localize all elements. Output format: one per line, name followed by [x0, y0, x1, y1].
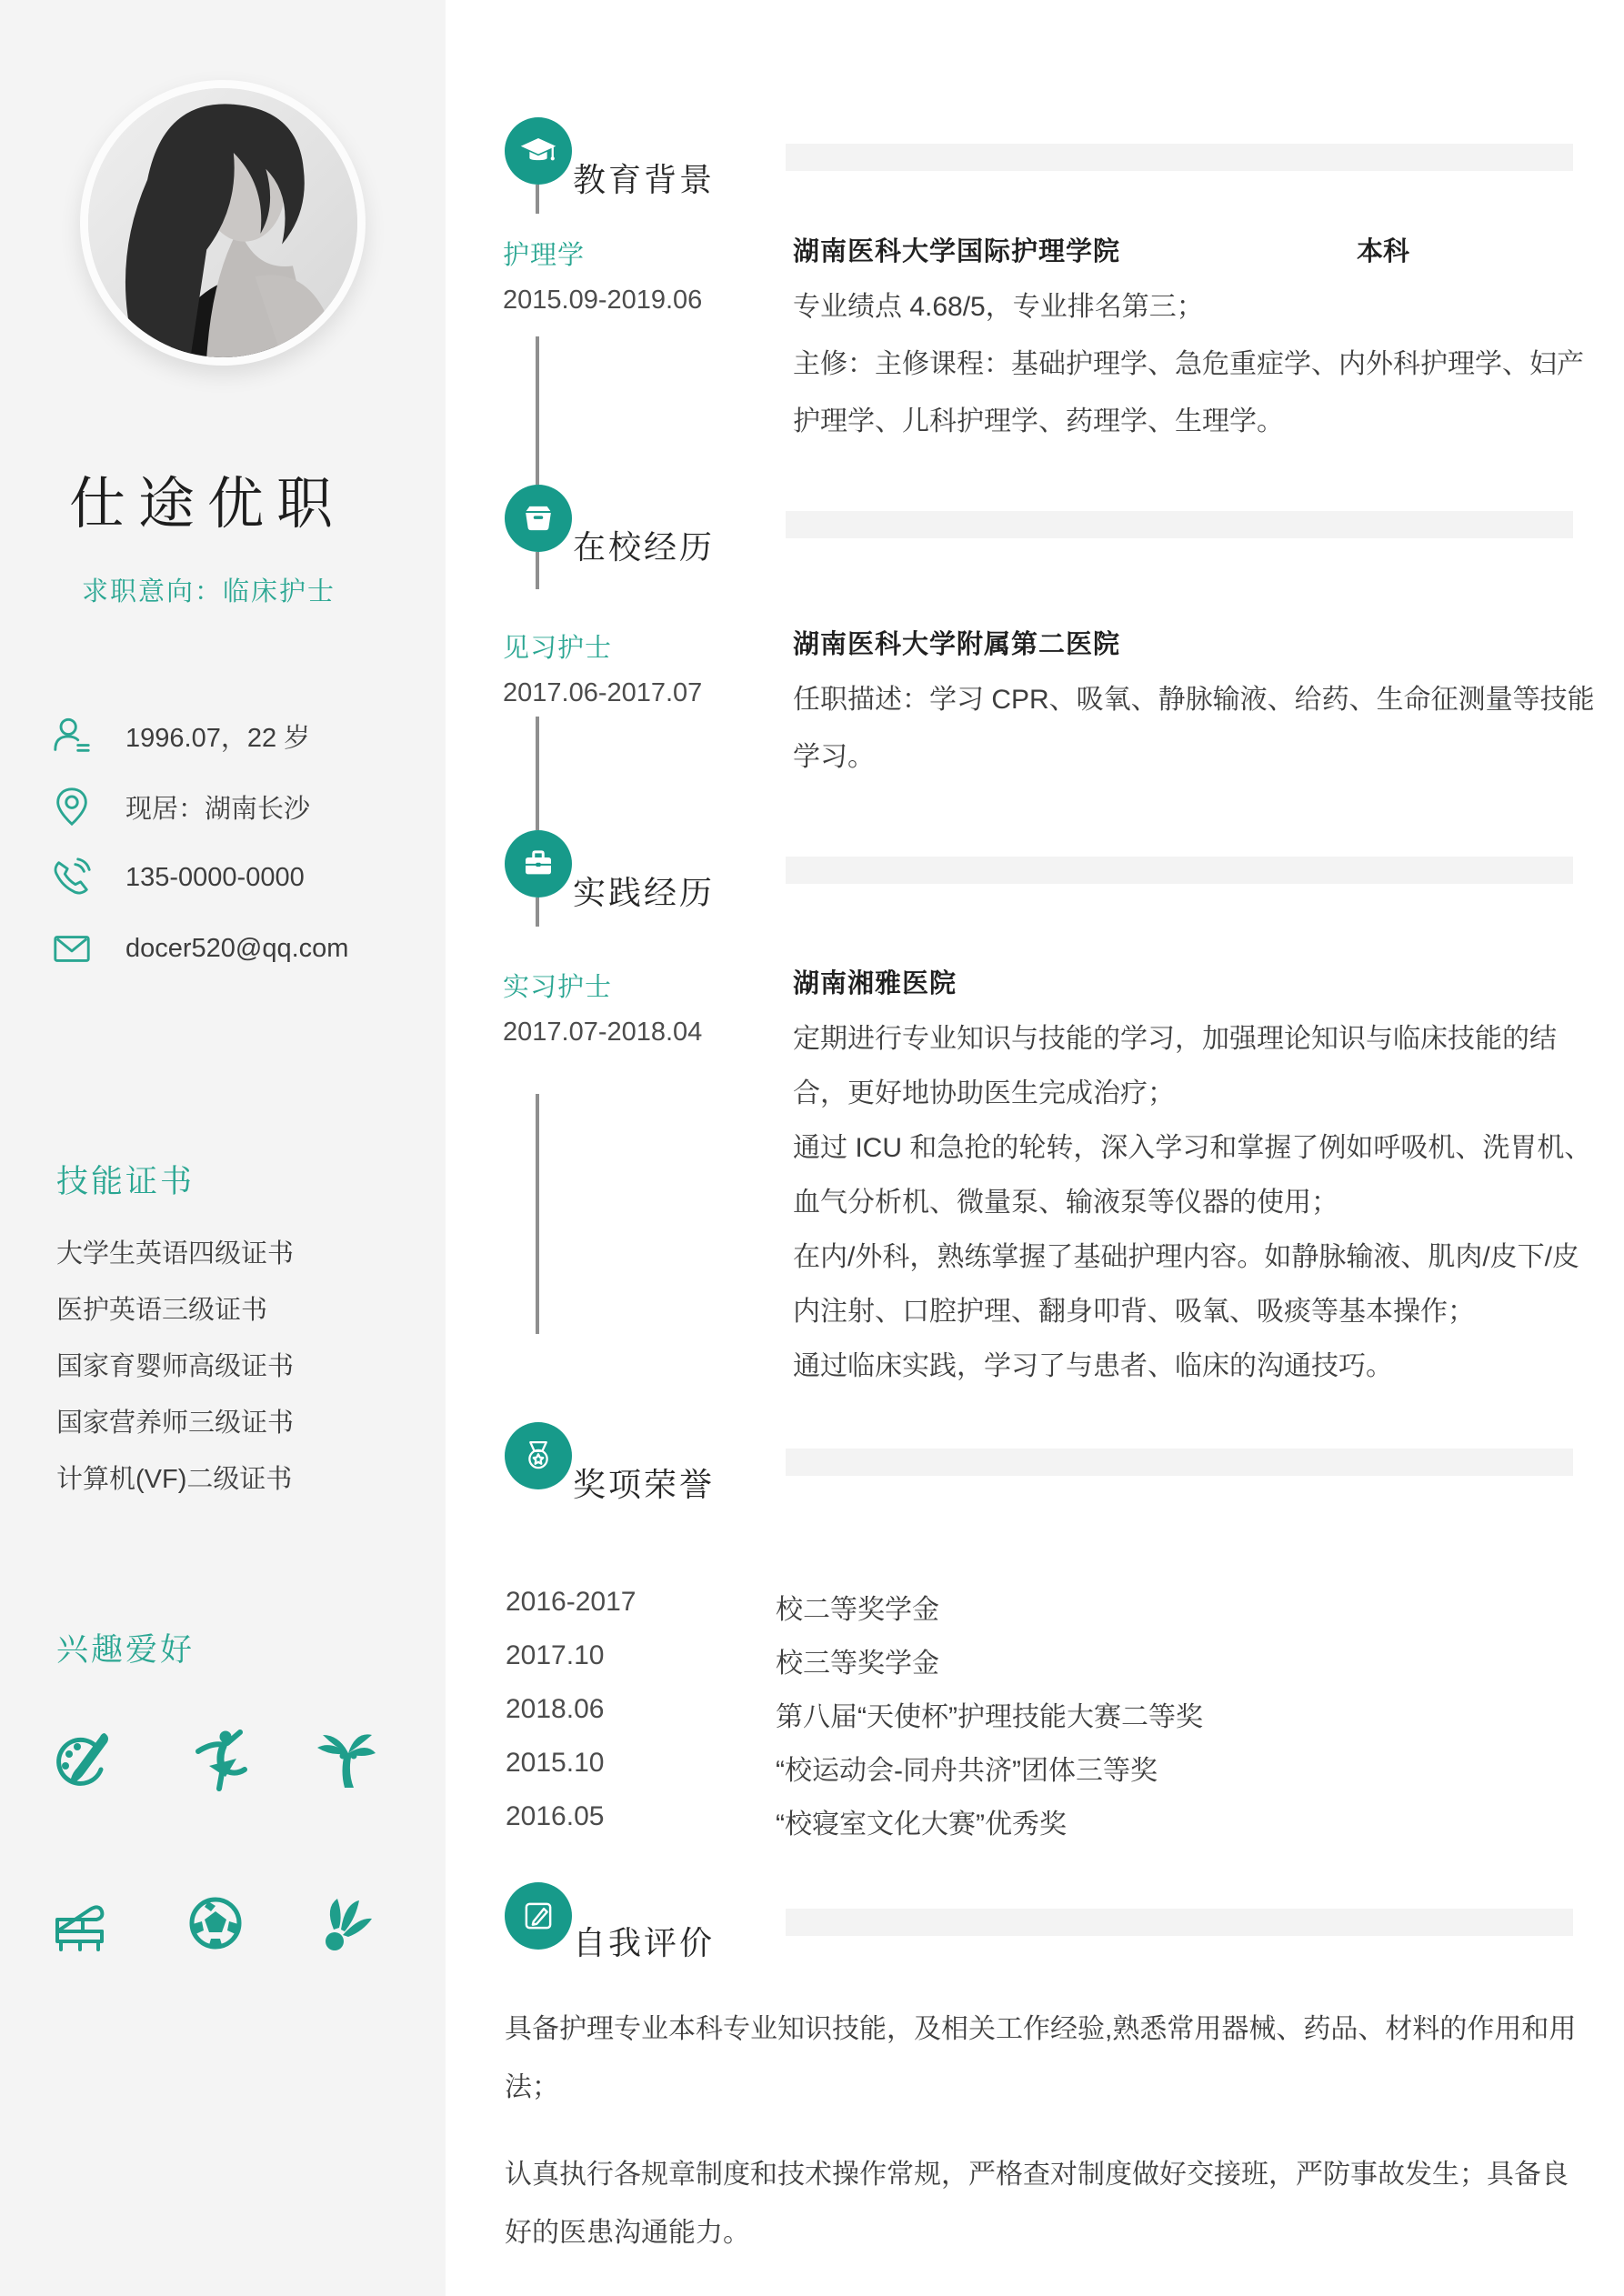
certificate-item: 医护英语三级证书 — [56, 1296, 268, 1325]
award-date: 2018.06 — [506, 1694, 605, 1724]
award-date: 2016-2017 — [506, 1587, 637, 1617]
certificate-item: 计算机(VF)二级证书 — [56, 1465, 293, 1494]
palm-tree-icon — [314, 1728, 377, 1791]
timeline-segment — [536, 1094, 539, 1334]
certificates-title: 技能证书 — [56, 1164, 195, 1200]
contact-row-phone — [51, 855, 433, 900]
profile-photo — [80, 80, 366, 366]
certificate-item: 国家育婴师高级证书 — [56, 1352, 295, 1381]
section-title-bar — [786, 857, 1573, 884]
certificate-item: 国家营养师三级证书 — [56, 1409, 295, 1438]
contact-phone-text: 135-0000-0000 — [125, 862, 305, 892]
section-title-bar — [786, 144, 1573, 171]
contact-row-birth — [51, 713, 433, 758]
edit-pencil-icon — [519, 1897, 557, 1935]
job-intention: 求职意向：临床护士 — [82, 577, 336, 607]
graduation-cap-icon — [519, 132, 557, 170]
timeline-segment — [536, 897, 539, 927]
person-icon — [51, 715, 93, 757]
award-name: 校二等奖学金 — [776, 1595, 939, 1625]
self-eval-text: 认真执行各规章制度和技术操作常规，严格查对制度做好交接班，严防事故发生；具备良好的医患沟通能力。 — [505, 2160, 1569, 2248]
contact-email-text: docer520@qq.com — [125, 933, 349, 963]
practice-detail-line: 通过临床实践，学习了与患者、临床的沟通技巧。 — [793, 1351, 1393, 1381]
football-icon — [184, 1891, 247, 1955]
education-detail-line: 主修：主修课程：基础护理学、急危重症学、内外科护理学、妇产护理学、儿科护理学、药理学、生理学。 — [793, 349, 1584, 436]
practice-section-badge — [505, 830, 572, 897]
dancing-icon — [184, 1728, 247, 1791]
practice-section-title: 实践经历 — [573, 873, 716, 911]
section-title-bar — [786, 1449, 1573, 1476]
award-name: “校运动会-同舟共济”团体三等奖 — [776, 1756, 1158, 1786]
school-exp-org: 湖南医科大学附属第二医院 — [793, 630, 1121, 659]
award-date: 2016.05 — [506, 1801, 605, 1831]
contact-birth-text: 1996.07，22 岁 — [125, 723, 311, 753]
badminton-icon — [314, 1891, 377, 1955]
education-school: 湖南医科大学国际护理学院 — [793, 237, 1121, 266]
school-exp-details — [793, 671, 1595, 786]
school-exp-section-badge — [505, 485, 572, 552]
practice-detail-line: 定期进行专业知识与技能的学习，加强理论知识与临床技能的结合，更好地协助医生完成治疗； — [793, 1024, 1557, 1108]
certificates-list — [56, 1226, 420, 1508]
practice-detail-line: 在内/外科，熟练掌握了基础护理内容。如静脉输液、肌肉/皮下/皮内注射、口腔护理、翻身叩背、吸氧、吸痰等基本操作； — [793, 1242, 1580, 1327]
award-name: “校寝室文化大赛”优秀奖 — [776, 1810, 1067, 1840]
painting-icon — [50, 1728, 114, 1791]
location-icon — [51, 786, 93, 827]
medal-icon — [519, 1437, 557, 1475]
contact-location-text: 现居：湖南长沙 — [125, 794, 311, 824]
timeline-segment — [536, 185, 539, 214]
self-eval-section-badge — [505, 1882, 572, 1950]
archive-box-icon — [519, 499, 557, 537]
briefcase-icon — [519, 845, 557, 883]
timeline-segment — [536, 717, 539, 830]
practice-period: 2017.07-2018.04 — [503, 1018, 703, 1047]
self-eval-paragraph-1 — [505, 2000, 1594, 2117]
practice-org: 湖南湘雅医院 — [793, 969, 957, 998]
school-exp-role: 见习护士 — [503, 634, 613, 663]
practice-details — [793, 1012, 1595, 1394]
award-name: 第八届“天使杯”护理技能大赛二等奖 — [776, 1702, 1203, 1732]
education-degree: 本科 — [1357, 237, 1410, 266]
school-exp-detail-line: 任职描述：学习 CPR、吸氧、静脉输液、给药、生命征测量等技能学习。 — [793, 685, 1595, 772]
email-icon — [51, 927, 93, 969]
awards-section-title: 奖项荣誉 — [573, 1465, 716, 1503]
certificate-item: 大学生英语四级证书 — [56, 1239, 295, 1268]
portrait-image — [88, 88, 357, 357]
award-date: 2017.10 — [506, 1640, 605, 1670]
section-title-bar — [786, 1909, 1573, 1936]
piano-icon — [50, 1891, 114, 1955]
education-period: 2015.09-2019.06 — [503, 286, 703, 315]
education-section-title: 教育背景 — [573, 160, 716, 198]
contact-row-location — [51, 784, 433, 829]
section-title-bar — [786, 511, 1573, 538]
self-eval-text: 具备护理专业本科专业知识技能，及相关工作经验,熟悉常用器械、药品、材料的作用和用法； — [505, 2014, 1577, 2102]
timeline-segment — [536, 336, 539, 485]
school-exp-period: 2017.06-2017.07 — [503, 678, 703, 707]
self-eval-section-title: 自我评价 — [573, 1923, 716, 1961]
contact-row-email — [51, 926, 433, 971]
hobbies-title: 兴趣爱好 — [56, 1632, 195, 1669]
practice-detail-line: 通过 ICU 和急抢的轮转，深入学习和掌握了例如呼吸机、洗胃机、血气分析机、微量泵、输液泵等仪器的使用； — [793, 1133, 1592, 1218]
education-major: 护理学 — [503, 241, 586, 270]
candidate-name: 仕途优职 — [69, 472, 346, 536]
education-detail-line: 专业绩点 4.68/5，专业排名第三； — [793, 292, 1204, 322]
self-eval-paragraph-2 — [505, 2146, 1594, 2262]
education-details — [793, 278, 1595, 450]
practice-role: 实习护士 — [503, 973, 613, 1002]
education-section-badge — [505, 117, 572, 185]
award-name: 校三等奖学金 — [776, 1649, 939, 1679]
school-exp-section-title: 在校经历 — [573, 527, 716, 566]
sidebar — [0, 0, 446, 2296]
phone-icon — [51, 857, 93, 898]
award-date: 2015.10 — [506, 1748, 605, 1778]
timeline-segment — [536, 552, 539, 589]
awards-section-badge — [505, 1422, 572, 1489]
